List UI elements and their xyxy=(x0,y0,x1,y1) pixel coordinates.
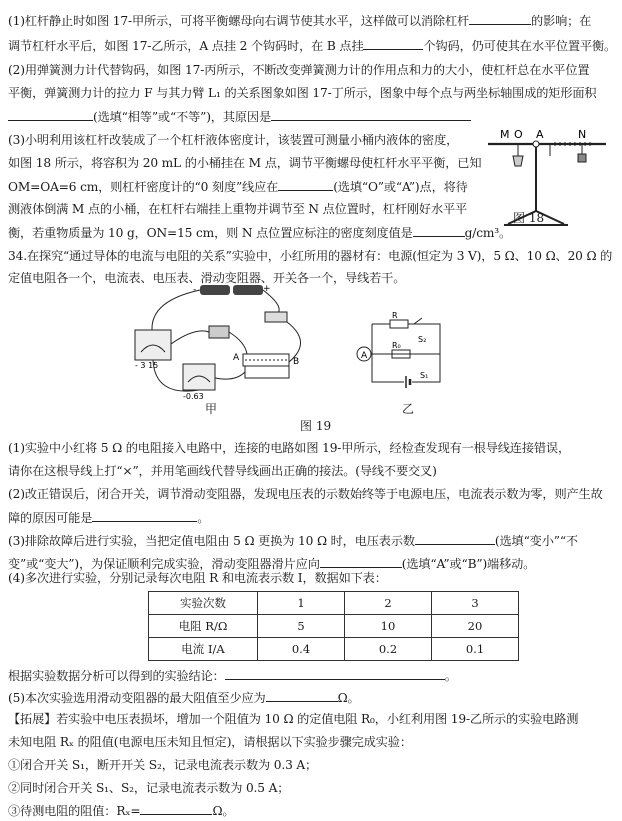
rx-label: R xyxy=(392,312,398,320)
q34-part5-line: (5)本次实验选用滑动变阻器的最大阻值至少应为 Ω。 xyxy=(8,691,360,705)
table-cell: 3 xyxy=(432,592,519,615)
table-cell: 2 xyxy=(345,592,432,615)
table-cell: 5 xyxy=(258,615,345,638)
q33-line-7: 如图 18 所示，将容积为 20 mL 的小桶挂在 M 点，调节平衡螺母使杠杆水平平衡，已知 xyxy=(8,156,482,170)
answer-blank[interactable] xyxy=(271,108,471,121)
answer-blank[interactable] xyxy=(266,689,338,702)
q34-extension-line-1: 【拓展】若实验中电压表损坏，增加一个阻值为 10 Ω 的定值电阻 R₀，小红利用图 19-乙所示的实验电路测 xyxy=(8,712,579,726)
q33-line-5: (选填“相等”或“不等”)，其原因是 xyxy=(8,108,471,125)
q33-line-1: (1)杠杆静止时如图 17-甲所示，可将平衡螺母向右调节使其水平，这样做可以消除杠杆 的影响；在 xyxy=(8,14,592,28)
table-row xyxy=(149,592,519,615)
answer-blank[interactable] xyxy=(413,224,465,237)
q33-line-10: 衡，若重物质量为 10 g，ON=15 cm，则 N 点位置应标注的密度刻度值是 g/cm³。 xyxy=(8,226,512,240)
svg-text:+: + xyxy=(263,284,271,294)
q34-line-2: 定值电阻各一个，电流表、电压表、滑动变阻器、开关各一个，导线若干。 xyxy=(8,271,406,285)
table-cell: 实验次数 xyxy=(149,592,258,615)
q34-part4-line: (4)多次进行实验，分别记录每次电阻 R 和电流表示数 I，数据如下表： xyxy=(8,571,387,585)
answer-blank[interactable] xyxy=(278,178,333,191)
answer-blank[interactable] xyxy=(225,667,445,680)
q34-step-3: ③待测电阻的阻值：Rₓ= Ω。 xyxy=(8,804,235,818)
q33-line-8: OM=OA=6 cm，则杠杆密度计的“0 刻度”线应在 (选填“O”或“A”)点，将待 xyxy=(8,180,468,194)
q34-part1-line-1: (1)实验中小红将 5 Ω 的电阻接入电路中，连接的电路如图 19-甲所示，经检查发现有一根导线连接错误， xyxy=(8,441,570,455)
ammeter-scale: -0.63 xyxy=(183,392,204,401)
q34-part1-line-2: 请你在这根导线上打“×”，并用笔画线代替导线画出正确的接法。(导线不要交叉) xyxy=(8,464,437,478)
s1-label: S₁ xyxy=(420,371,429,380)
answer-blank[interactable] xyxy=(320,555,402,568)
answer-blank[interactable] xyxy=(363,37,423,50)
q34-line-1: 34.在探究“通过导体的电流与电阻的关系”实验中，小红所用的器材有：电源(恒定为 3 V)，5 Ω、10 Ω、20 Ω 的 xyxy=(8,249,613,263)
table-cell: 10 xyxy=(345,615,432,638)
table-cell: 电流 I/A xyxy=(149,638,258,661)
data-table xyxy=(148,591,519,661)
rheostat-b-label: B xyxy=(293,357,300,367)
table-row xyxy=(149,615,519,638)
label-a: A xyxy=(536,128,544,141)
q34-conclusion-line: 根据实验数据分析可以得到的实验结论： 。 xyxy=(8,669,457,683)
figure-18-lever-densimeter xyxy=(478,126,614,232)
table-cell: 电阻 R/Ω xyxy=(149,615,258,638)
rheostat-a-label: A xyxy=(233,353,240,363)
answer-blank[interactable] xyxy=(469,12,531,25)
figure-19-yi-schematic xyxy=(352,312,460,396)
table-row xyxy=(149,638,519,661)
q34-extension-line-2: 未知电阻 Rₓ 的阻值(电源电压未知且恒定)，请根据以下实验步骤完成实验： xyxy=(8,735,412,749)
q34-part2-line-2: 障的原因可能是 。 xyxy=(8,511,210,525)
voltmeter-scale: - 3 15 xyxy=(135,361,159,370)
label-o: O xyxy=(514,128,523,141)
q34-step-1: ①闭合开关 S₁，断开开关 S₂，记录电流表示数为 0.3 A； xyxy=(8,758,318,772)
q34-step-2: ②同时闭合开关 S₁、S₂，记录电流表示数为 0.5 A； xyxy=(8,781,290,795)
q34-part3-line-1: (3)排除故障后进行实验，当把定值电阻由 5 Ω 更换为 10 Ω 时，电压表示数 (选填“变小”“不 xyxy=(8,534,578,548)
q33-line-4: 平衡，弹簧测力计的拉力 F 与其力臂 L₁ 的关系图象如图 17-丁所示，图象中每个点与两坐标轴围成的矩形面积 xyxy=(8,86,597,100)
q34-part3-line-2: 变”或“变大”)，为保证顺利完成实验，滑动变阻器滑片应向 (选填“A”或“B”)端移动。 xyxy=(8,557,536,571)
table-cell: 0.2 xyxy=(345,638,432,661)
table-cell: 1 xyxy=(258,592,345,615)
answer-blank[interactable] xyxy=(92,509,197,522)
figure-19-caption: 图 19 xyxy=(300,419,332,433)
answer-blank[interactable] xyxy=(8,108,93,121)
r0-label: R₀ xyxy=(392,341,401,350)
table-cell: 20 xyxy=(432,615,519,638)
figure-19-jia-circuit xyxy=(125,282,325,410)
answer-blank[interactable] xyxy=(140,802,212,815)
label-n: N xyxy=(578,128,587,141)
q33-line-3: (2)用弹簧测力计代替钩码，如图 17-丙所示，不断改变弹簧测力计的作用点和力的大小，使杠杆总在水平位置 xyxy=(8,63,590,77)
figure-18-caption: 图 18 xyxy=(513,211,545,225)
figure-19-jia-label: 甲 xyxy=(205,402,218,416)
s2-label: S₂ xyxy=(418,335,427,344)
q34-part2-line-1: (2)改正错误后，闭合开关，调节滑动变阻器，发现电压表的示数始终等于电源电压，电流表示数为零，则产生故 xyxy=(8,487,603,501)
svg-text:-: - xyxy=(193,285,197,295)
schematic-ammeter-label: A xyxy=(361,351,368,361)
table-cell: 0.4 xyxy=(258,638,345,661)
q33-line-6: (3)小明利用该杠杆改装成了一个杠杆液体密度计，该装置可测量小桶内液体的密度， xyxy=(8,133,459,147)
figure-19-yi-label: 乙 xyxy=(402,402,415,416)
q33-line-9: 测液体倒满 M 点的小桶，在杠杆右端挂上重物并调节至 N 点位置时，杠杆刚好水平平 xyxy=(8,202,468,216)
table-cell: 0.1 xyxy=(432,638,519,661)
q33-line-2: 调节杠杆水平后，如图 17-乙所示，A 点挂 2 个钩码时，在 B 点挂 个钩码，仍可使其在水平位置平衡。 xyxy=(8,39,617,53)
label-m: M xyxy=(500,128,510,141)
answer-blank[interactable] xyxy=(415,532,495,545)
